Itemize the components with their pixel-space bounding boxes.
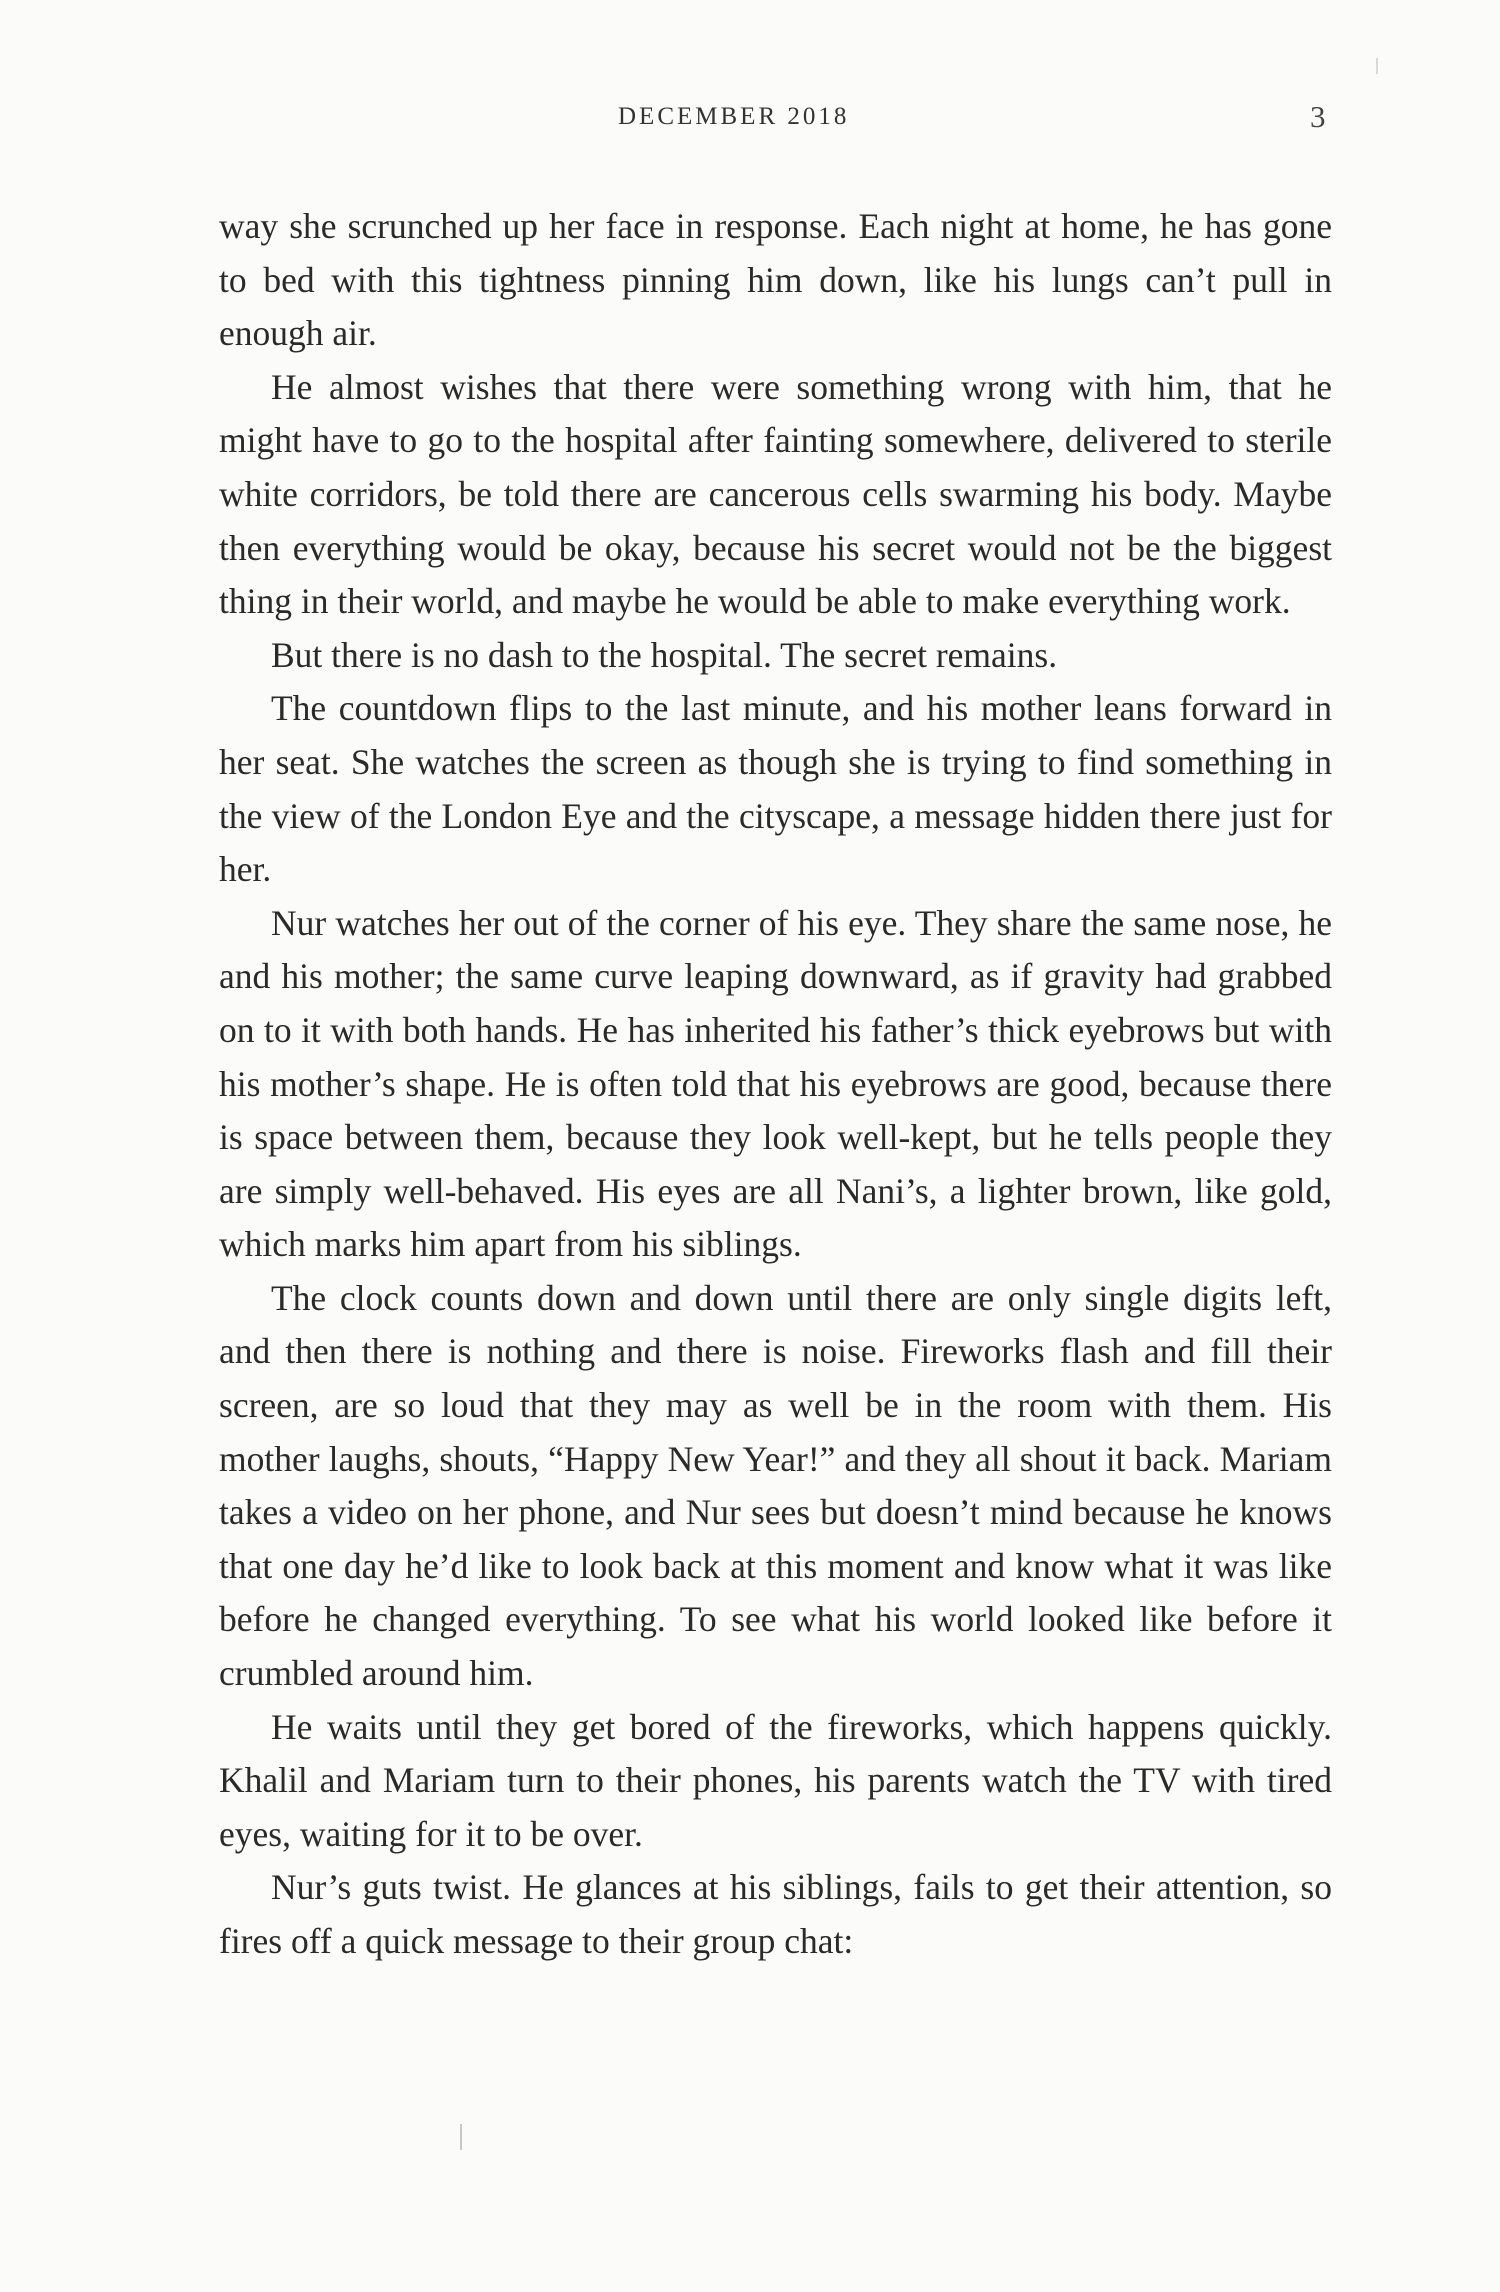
paragraph-8: Nur’s guts twist. He glances at his siblings, fails to get their attention, so fires off a quick message to their group chat: bbox=[219, 1867, 1332, 1961]
paragraph-2: He almost wishes that there were something wrong with him, that he might have to go to the hospital after fainting somewhere, delivered to sterile white corridors, be told there are cancerous cells swarming his body. Maybe then everything would be okay, because his secret would not be the biggest thing in their world, and maybe he would be able to make everything work. bbox=[219, 366, 1332, 622]
paragraph-5: Nur watches her out of the corner of his eye. They share the same nose, he and his mother; the same curve leaping downward, as if gravity had grabbed on to it with both hands. He has inherited his father’s thick eyebrows but with his mother’s shape. He is often told that his eyebrows are good, because there is space between them, because they look well-kept, but he tells people they are simply well-behaved. His eyes are all Nani’s, a lighter brown, like gold, which marks him apart from his siblings. bbox=[219, 902, 1332, 1265]
running-title: DECEMBER 2018 bbox=[618, 103, 850, 130]
paragraph-3: But there is no dash to the hospital. The secret remains. bbox=[271, 634, 1058, 675]
paragraph-1: way she scrunched up her face in response. Each night at home, he has gone to bed with this tightness pinning him down, like his lungs can’t pull in enough air. bbox=[219, 206, 1332, 354]
paragraph-7: He waits until they get bored of the fireworks, which happens quickly. Khalil and Mariam turn to their phones, his parents watch the TV with tired eyes, waiting for it to be over. bbox=[219, 1706, 1332, 1854]
running-head bbox=[0, 99, 1500, 143]
paragraph-6: The clock counts down and down until there are only single digits left, and then there is nothing and there is noise. Fireworks flash and fill their screen, are so loud that they may as well be in the room with them. His mother laughs, shouts, “Happy New Year!” and they all shout it back. Mariam takes a video on her phone, and Nur sees but doesn’t mind because he knows that one day he’d like to look back at this moment and know what it was like before he changed everything. To see what his world looked like before it crumbled around him. bbox=[219, 1277, 1332, 1694]
paragraph-4: The countdown flips to the last minute, and his mother leans forward in her seat. She watches the screen as though she is trying to find something in the view of the London Eye and the cityscape, a message hidden there just for her. bbox=[219, 688, 1332, 890]
body-text bbox=[219, 200, 1332, 1969]
scan-mark bbox=[1376, 58, 1378, 74]
scan-mark bbox=[460, 2124, 462, 2150]
page-number: 3 bbox=[1310, 99, 1326, 134]
